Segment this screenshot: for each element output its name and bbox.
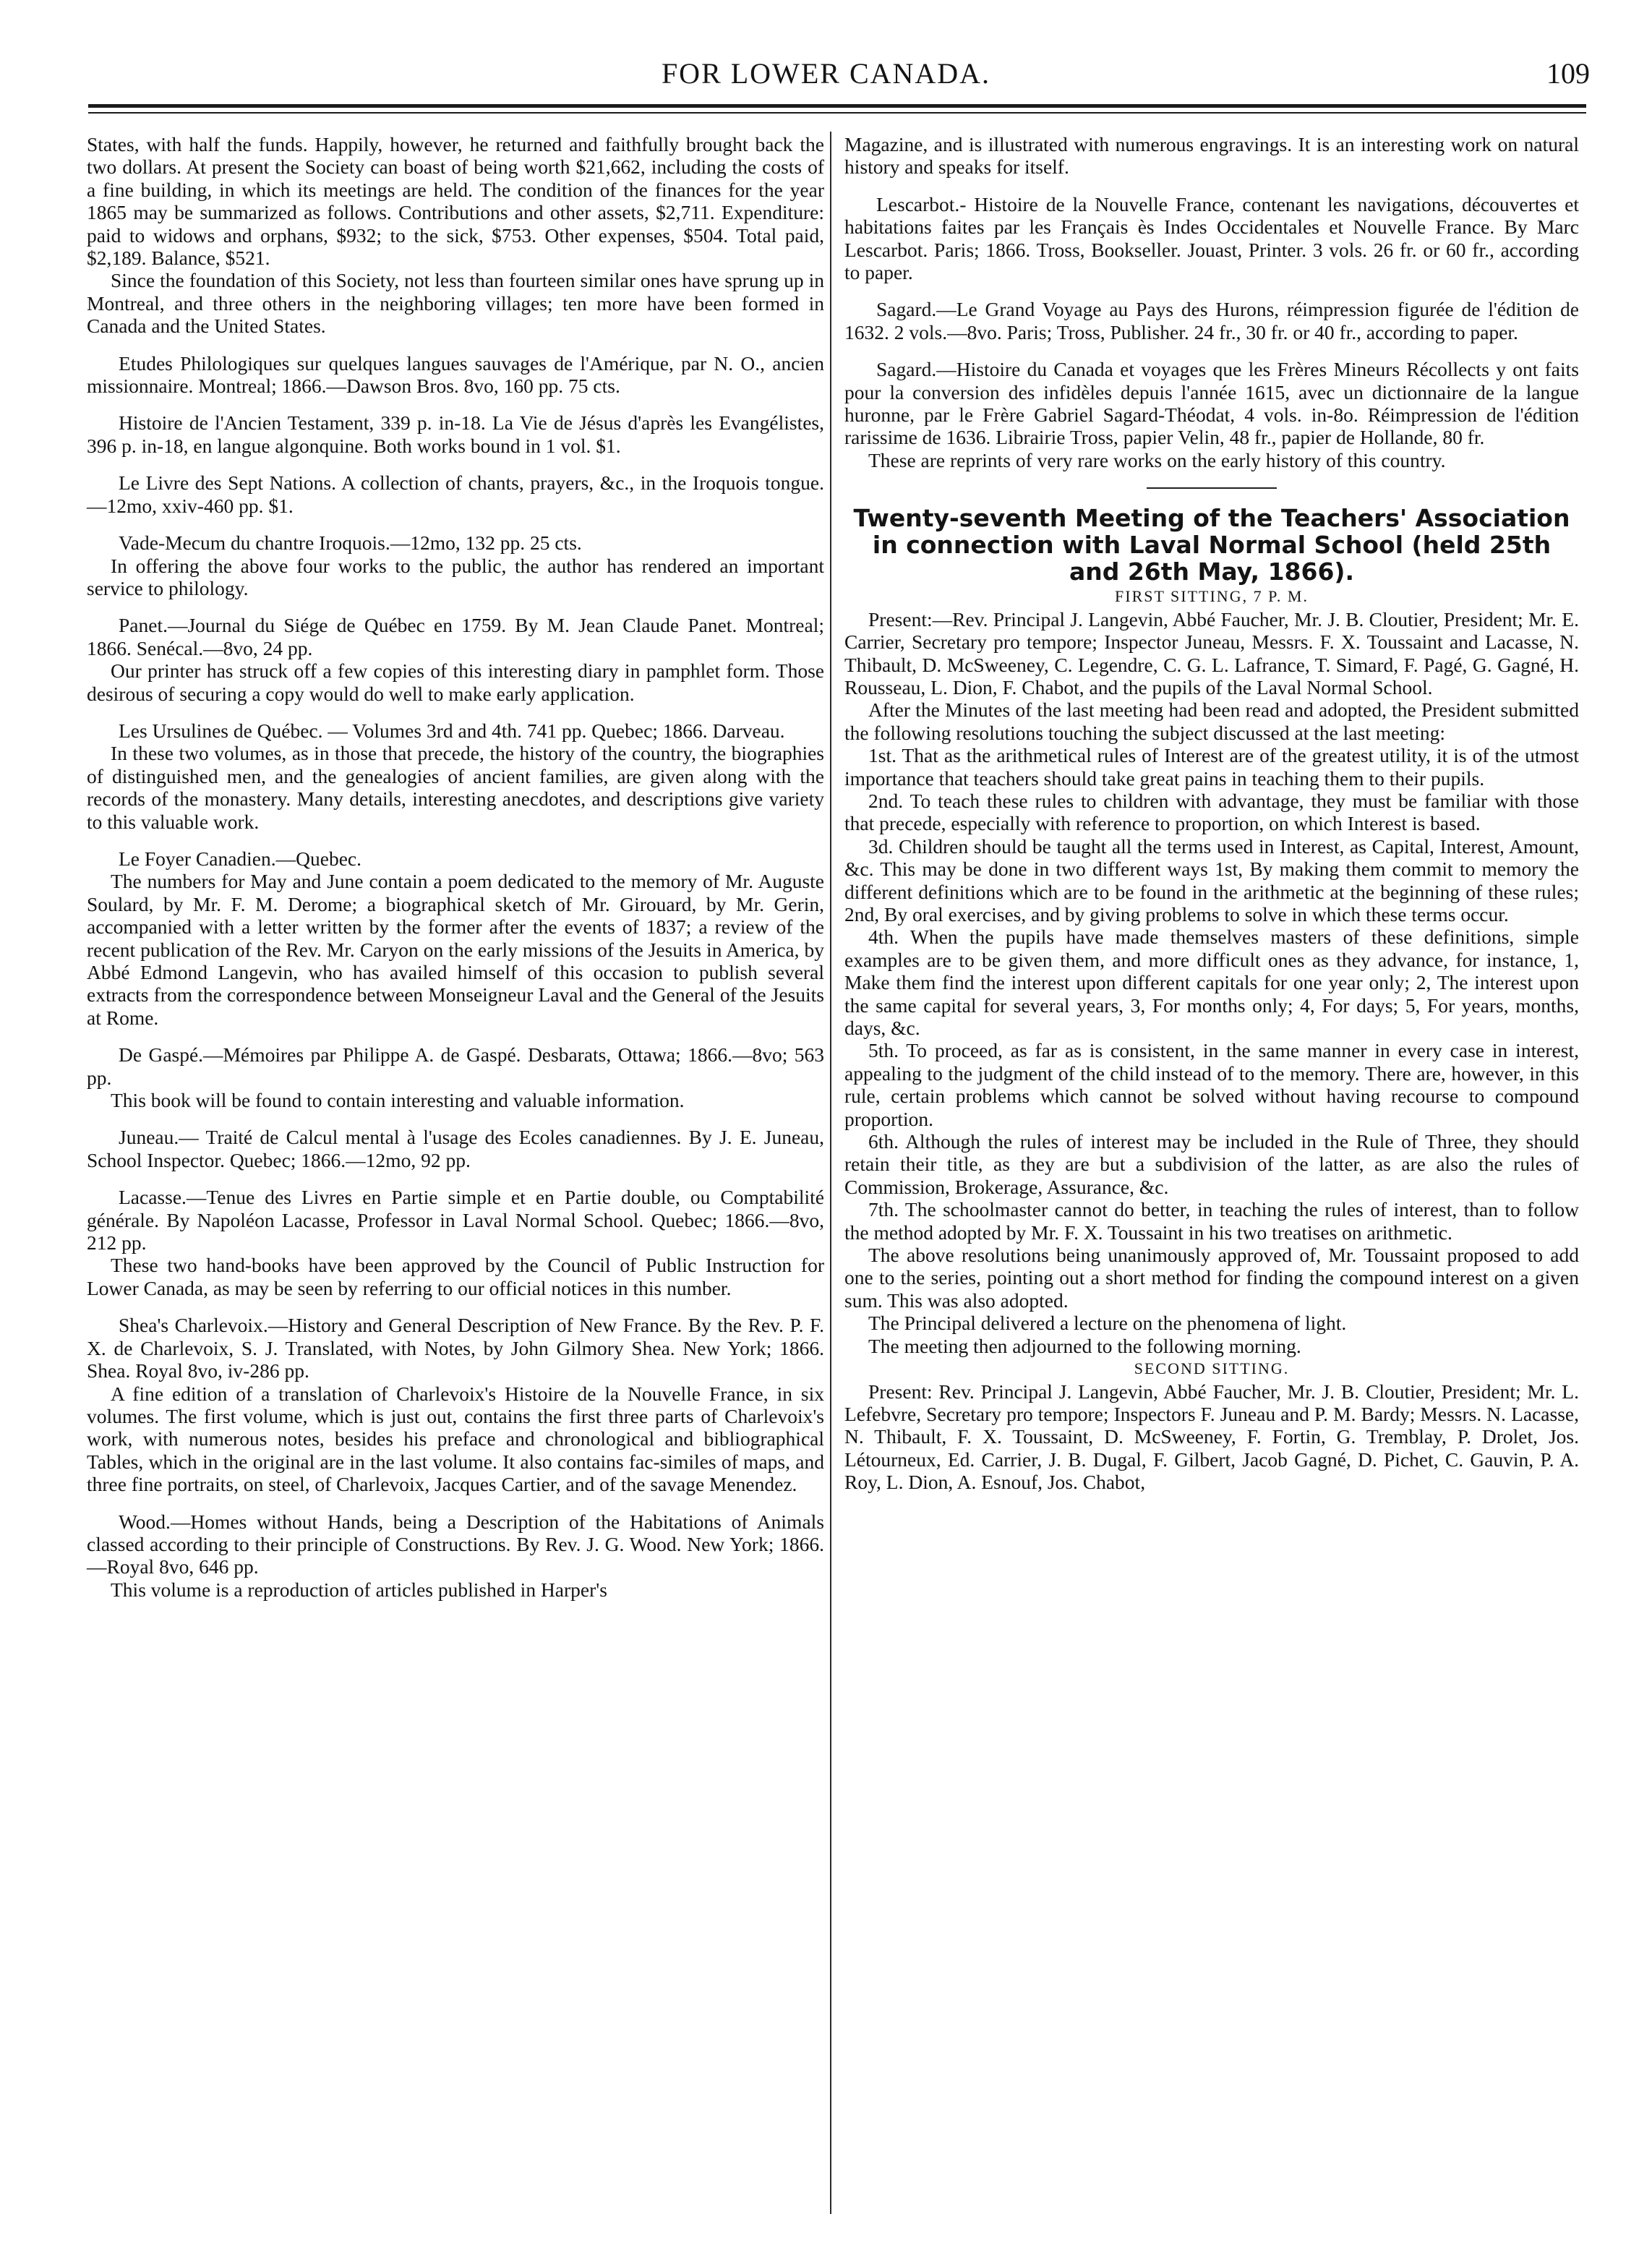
paragraph: Since the foundation of this Society, not less than fourteen similar ones have sprung up in Montreal, and three others in the neighboring villages; ten more have been formed in Canada and the United States. <box>87 269 824 338</box>
paragraph: In these two volumes, as in those that precede, the history of the country, the biographies of distinguished men, and the genealogies of ancient families, are given along with the records of the monastery. Many details, interesting anecdotes, and descriptions give variety to this valuable work. <box>87 742 824 833</box>
left-column <box>87 133 824 1601</box>
paragraph: Present: Rev. Principal J. Langevin, Abbé Faucher, Mr. J. B. Cloutier, President; Mr. L. Lefebvre, Secretary pro tempore; Inspectors F. Juneau and P. M. Bardy; Messrs. N. Lacasse, N. Thibault, F. X. Toussaint, D. McSweeney, F. Fortin, G. Tremblay, P. Drolet, Jos. Létourneux, Ed. Carrier, J. B. Dugal, F. Gilbert, Jacob Gagné, D. Pichet, C. Gauvin, P. A. Roy, L. Dion, A. Esnouf, Jos. Chabot, <box>844 1380 1579 1494</box>
page-number: 109 <box>1546 57 1590 90</box>
paragraph: 4th. When the pupils have made themselves masters of these definitions, simple examples are to be given them, and more difficult ones as they advance, for instance, 1, Make them find the interest upon different capitals for one year only; 2, The interest upon the same capital for several years, 3, For months only; 4, For days; 5, For years, months, days, &c. <box>844 926 1579 1039</box>
header-rule-thick <box>88 104 1586 108</box>
paragraph: The above resolutions being unanimously approved of, Mr. Toussaint proposed to add one to the series, pointing out a short method for finding the compound interest on a given sum. This was also adopted. <box>844 1244 1579 1312</box>
paragraph: These two hand-books have been approved by the Council of Public Instruction for Lower Canada, as may be seen by referring to our official notices in this number. <box>87 1254 824 1299</box>
book-entry: Le Foyer Canadien.—Quebec. <box>119 847 361 870</box>
column-separator <box>830 132 831 2214</box>
book-entry: Juneau.— Traité de Calcul mental à l'usage des Ecoles canadiennes. By J. E. Juneau, School Inspector. Quebec; 1866.—12mo, 92 pp. <box>87 1126 824 1171</box>
book-entry: Lescarbot.- Histoire de la Nouvelle France, contenant les navigations, découvertes et habitations faites par les Français ès Indes Occidentales et Nouvelle France. By Marc Lescarbot. Paris; 1866. Tross, Bookseller. Jouast, Printer. 3 vols. 26 fr. or 60 fr., according to paper. <box>844 192 1579 284</box>
paragraph: This volume is a reproduction of articles published in Harper's <box>111 1578 607 1601</box>
book-entry: Les Ursulines de Québec. — Volumes 3rd and 4th. 741 pp. Quebec; 1866. Darveau. <box>119 719 785 742</box>
book-entry: Vade-Mecum du chantre Iroquois.—12mo, 132 pp. 25 cts. <box>119 531 582 555</box>
book-entry: De Gaspé.—Mémoires par Philippe A. de Gaspé. Desbarats, Ottawa; 1866.—8vo; 563 pp. <box>87 1043 824 1089</box>
paragraph: 6th. Although the rules of interest may be included in the Rule of Three, they should retain their title, as they are but a subdivision of the latter, as are also the rules of Commission, Brokerage, Assurance, &c. <box>844 1130 1579 1198</box>
paragraph: 3d. Children should be taught all the terms used in Interest, as Capital, Interest, Amount, &c. This may be done in two different ways 1st, By making them commit to memory the different definitions which are to be found in the arithmetic at the beginning of these rules; 2nd, By oral exercises, and by giving problems to solve in which these terms occur. <box>844 834 1579 926</box>
book-entry: Lacasse.—Tenue des Livres en Partie simple et en Partie double, ou Comptabilité générale. By Napoléon Lacasse, Professor in Laval Normal School. Quebec; 1866.—8vo, 212 pp. <box>87 1186 824 1255</box>
section-rule <box>1147 487 1277 489</box>
header-rule-thin <box>88 112 1586 114</box>
book-entry: Panet.—Journal du Siége de Québec en 1759. By M. Jean Claude Panet. Montreal; 1866. Senécal.—8vo, 24 pp. <box>87 614 824 659</box>
sitting-heading: SECOND SITTING. <box>1134 1359 1290 1378</box>
paragraph: States, with half the funds. Happily, however, he returned and faithfully brought back the two dollars. At present the Society can boast of being worth $21,662, including the costs of a fine building, in which its meetings are held. The condition of the finances for the year 1865 may be summarized as follows. Contributions and other assets, $2,711. Expenditure: paid to widows and orphans, $932; to the sick, $753. Other expenses, $504. Total paid, $2,189. Balance, $521. <box>87 133 824 270</box>
book-entry: Sagard.—Le Grand Voyage au Pays des Hurons, réimpression figurée de l'édition de 1632. 2 vols.—8vo. Paris; Tross, Publisher. 24 fr., 30 fr. or 40 fr., according to paper. <box>844 298 1579 343</box>
running-head: FOR LOWER CANADA. <box>661 57 991 90</box>
paragraph: A fine edition of a translation of Charlevoix's Histoire de la Nouvelle France, in six volumes. The first volume, which is just out, contains the first three parts of Charlevoix's work, with numerous notes, besides his preface and chronological and bibliographical Tables, which in the original are in the last volume. It also contains fac-similes of maps, and three fine portraits, on steel, of Charlevoix, Jacques Cartier, and of the savage Menendez. <box>87 1382 824 1496</box>
paragraph: Present:—Rev. Principal J. Langevin, Abbé Faucher, Mr. J. B. Cloutier, President; Mr. E. Carrier, Secretary pro tempore; Inspector Juneau, Messrs. F. X. Toussaint and Lacasse, N. Thibault, D. McSweeney, C. Legendre, C. G. L. Lafrance, T. Simard, F. Pagé, G. Gagné, H. Rousseau, L. Dion, F. Chabot, and the pupils of the Laval Normal School. <box>844 607 1579 698</box>
book-entry: Wood.—Homes without Hands, being a Description of the Habitations of Animals classed according to their principle of Constructions. By Rev. J. G. Wood. New York; 1866.—Royal 8vo, 646 pp. <box>87 1510 824 1578</box>
book-entry: Etudes Philologiques sur quelques langues sauvages de l'Amérique, par N. O., ancien missionnaire. Montreal; 1866.—Dawson Bros. 8vo, 160 pp. 75 cts. <box>87 351 824 398</box>
paragraph: The meeting then adjourned to the following morning. <box>868 1334 1301 1357</box>
book-entry: Histoire de l'Ancien Testament, 339 p. in-18. La Vie de Jésus d'après les Evangélistes, 396 p. in-18, en langue algonquine. Both works bound in 1 vol. $1. <box>87 411 824 457</box>
paragraph: In offering the above four works to the public, the author has rendered an important service to philology. <box>87 554 824 599</box>
right-column <box>844 133 1579 1494</box>
article-headline: Twenty-seventh Meeting of the Teachers' Association in connection with Laval Normal School (held 25th and 26th May, 1866). <box>853 504 1570 586</box>
book-entry: Le Livre des Sept Nations. A collection of chants, prayers, &c., in the Iroquois tongue.—12mo, xxiv-460 pp. $1. <box>87 471 824 517</box>
paragraph: These are reprints of very rare works on the early history of this country. <box>868 448 1446 471</box>
book-entry: Shea's Charlevoix.—History and General Description of New France. By the Rev. P. F. X. de Charlevoix, S. J. Translated, with Notes, by John Gilmory Shea. New York; 1866. Shea. Royal 8vo, iv-286 pp. <box>87 1314 824 1382</box>
book-entry: Sagard.—Histoire du Canada et voyages que les Frères Mineurs Récollects y ont faits pour la conversion des infidèles depuis l'année 1615, avec un dictionnaire de la langue huronne, par le Frère Gabriel Sagard-Théodat, 4 vols. in-8o. Réimpression de l'édition rarissime de 1636. Librairie Tross, papier Velin, 48 fr., papier de Hollande, 80 fr. <box>844 358 1579 449</box>
paragraph: 1st. That as the arithmetical rules of Interest are of the greatest utility, it is of the utmost importance that teachers should take great pains in teaching them to their pupils. <box>844 744 1579 790</box>
paragraph: The Principal delivered a lecture on the phenomena of light. <box>868 1312 1347 1335</box>
paragraph: Our printer has struck off a few copies of this interesting diary in pamphlet form. Those desirous of securing a copy would do well to make early application. <box>87 659 824 705</box>
paragraph: After the Minutes of the last meeting had been read and adopted, the President submitted the following resolutions touching the subject discussed at the last meeting: <box>844 698 1579 744</box>
paragraph: 2nd. To teach these rules to children with advantage, they must be familiar with those that precede, especially with reference to proportion, on which Interest is based. <box>844 789 1579 835</box>
paragraph: Magazine, and is illustrated with numerous engravings. It is an interesting work on natural history and speaks for itself. <box>844 133 1579 179</box>
paragraph: This book will be found to contain interesting and valuable information. <box>111 1089 685 1112</box>
sitting-heading: FIRST SITTING, 7 P. M. <box>1115 587 1309 606</box>
paragraph: The numbers for May and June contain a poem dedicated to the memory of Mr. Auguste Soulard, by Mr. F. M. Derome; a biographical sketch of Mr. Girouard, by Mr. Gerin, accompanied with a letter written by the former after the events of 1837; a review of the recent publication of the Rev. Mr. Caryon on the early missions of the Jesuits in America, by Abbé Edmond Langevin, who has availed himself of this occasion to publish several extracts from the correspondence between Monseigneur Laval and the General of the Jesuits at Rome. <box>87 870 824 1029</box>
paragraph: 5th. To proceed, as far as is consistent, in the same manner in every case in interest, appealing to the judgment of the child instead of to the memory. There are, however, in this rule, certain problems which cannot be solved without having recourse to compound proportion. <box>844 1039 1579 1130</box>
paragraph: 7th. The schoolmaster cannot do better, in teaching the rules of interest, than to follow the method adopted by Mr. F. X. Toussaint in his two treatises on arithmetic. <box>844 1198 1579 1244</box>
